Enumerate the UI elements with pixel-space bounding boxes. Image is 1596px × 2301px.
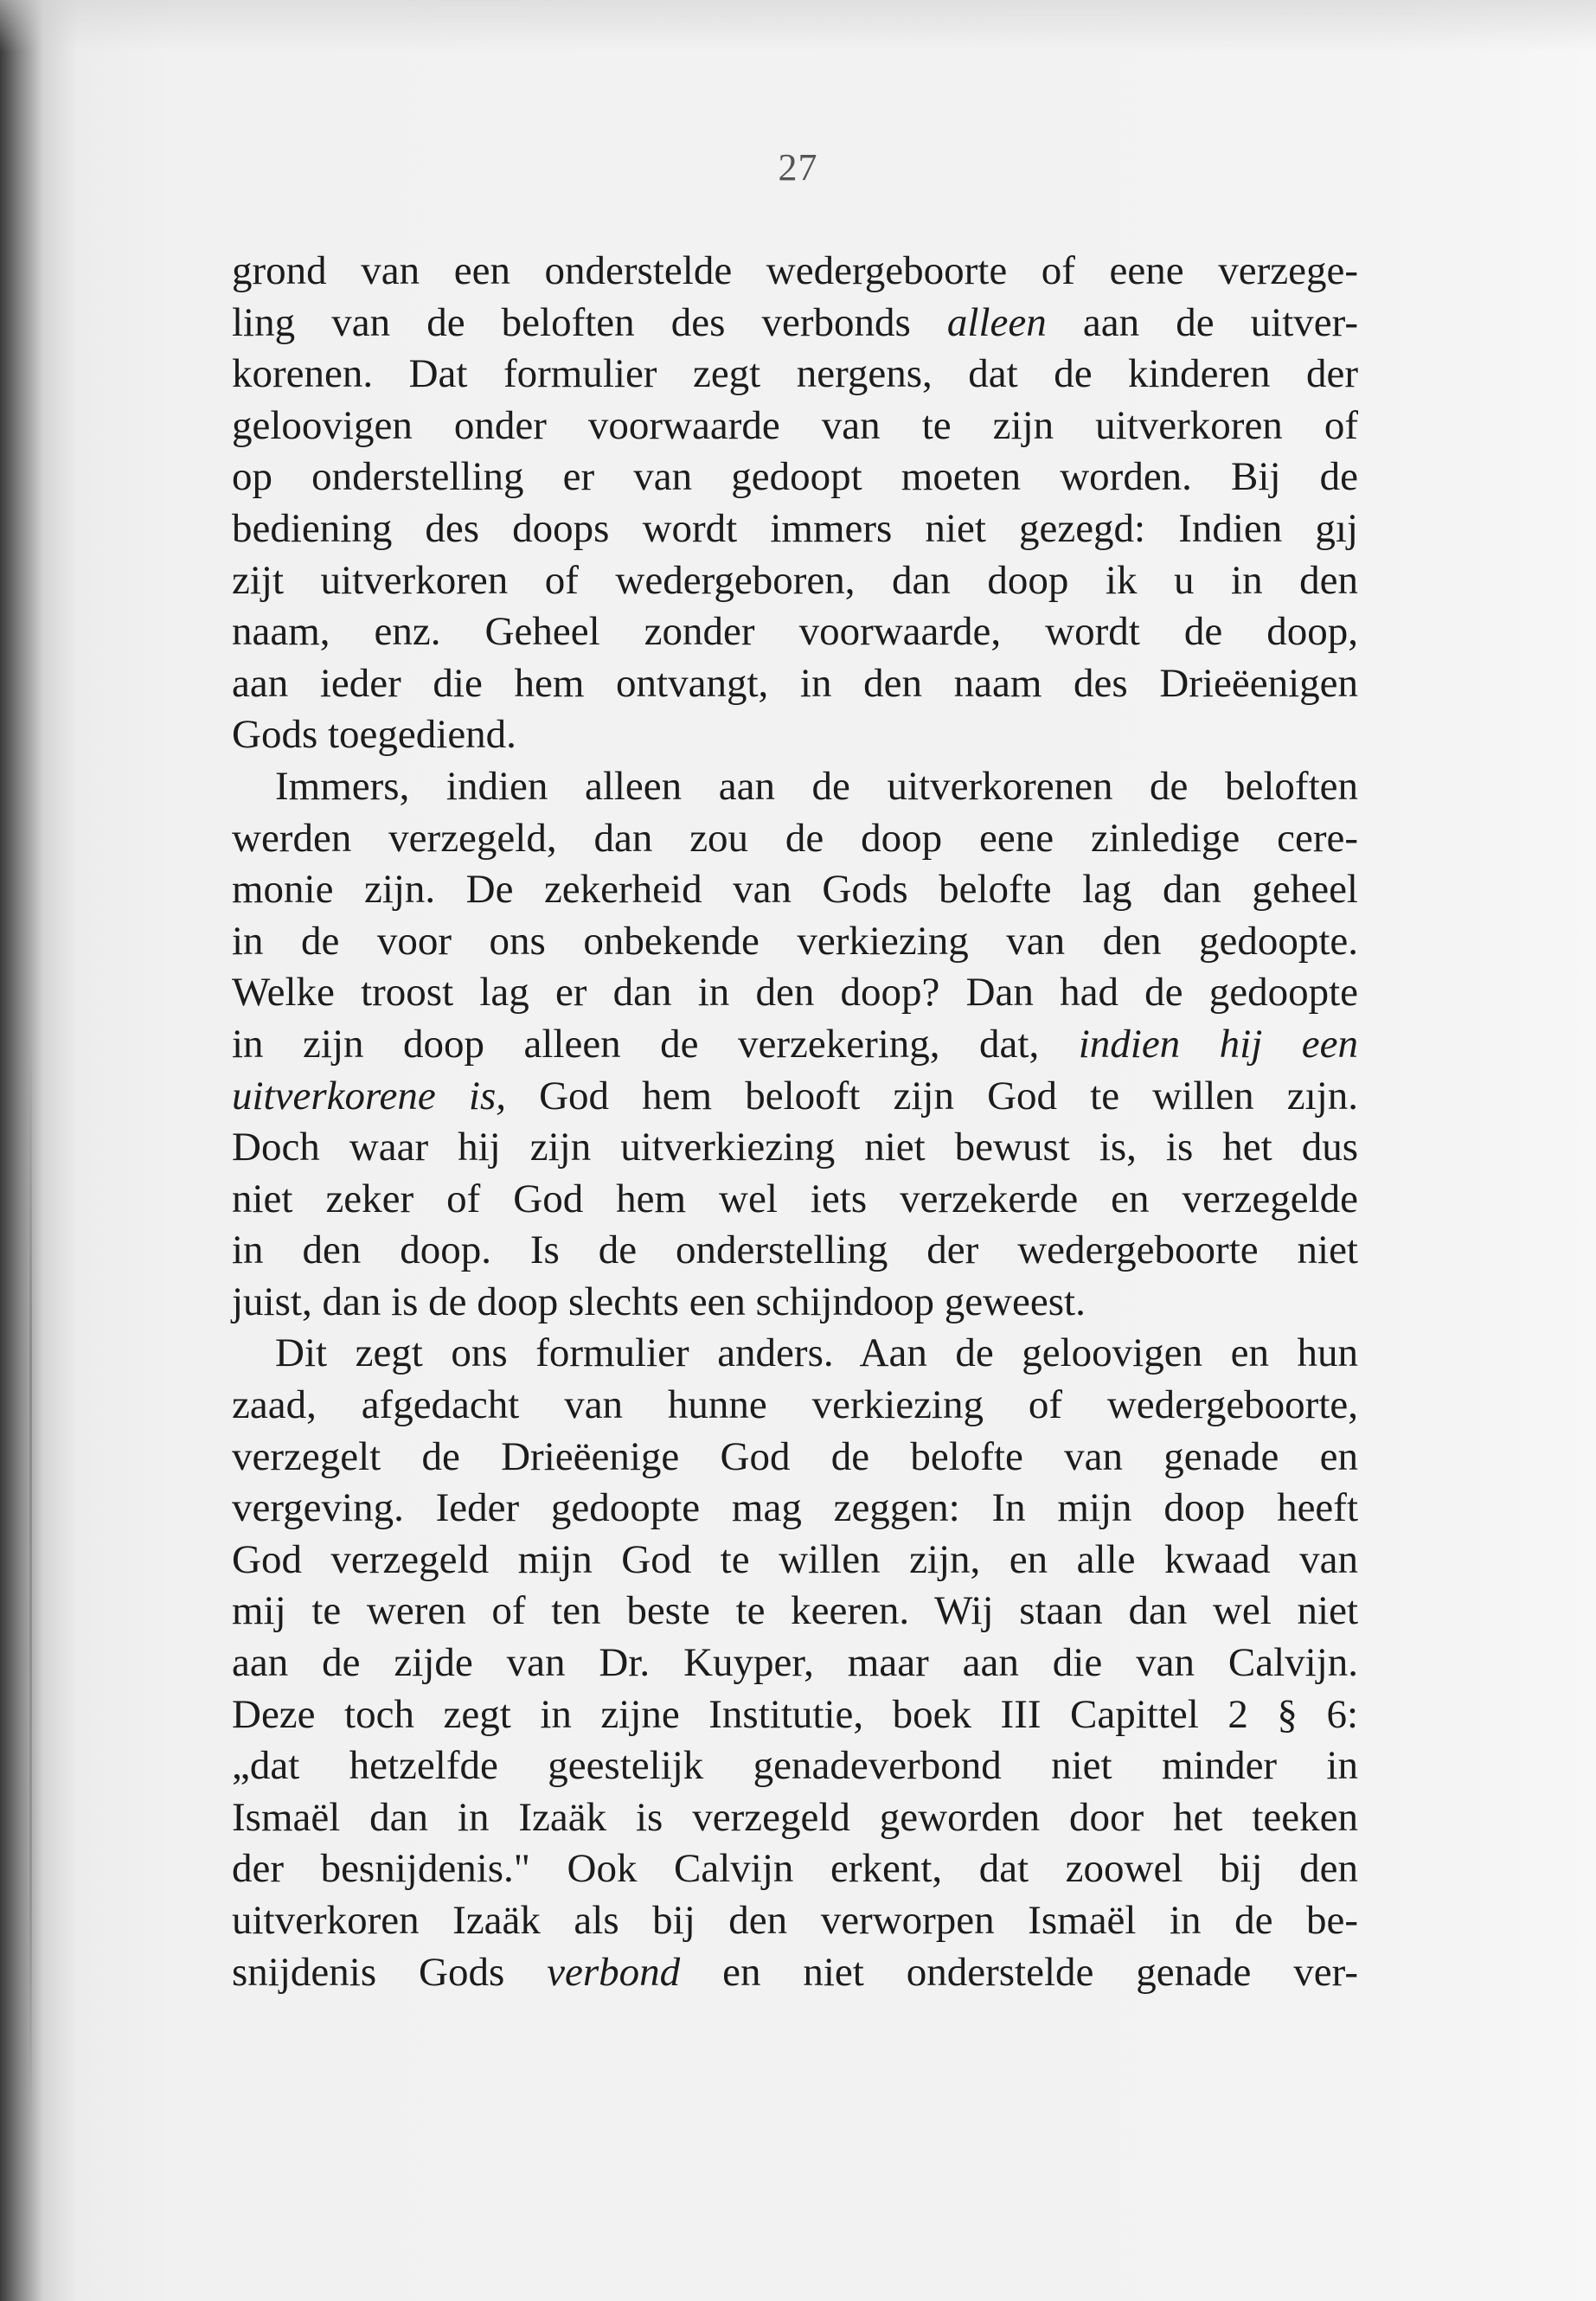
italic-text: verbond [547,1949,681,1995]
text-line [232,503,1358,555]
text-line [232,813,1358,865]
text-segment: Dit zegt ons formulier anders. Aan de geloovigen en hun [275,1330,1358,1376]
text-line [232,1638,1358,1689]
text-line [232,1792,1358,1844]
text-line [232,606,1358,658]
italic-text: indien hij een [1078,1021,1358,1067]
text-segment: God verzegeld mijn God te willen zijn, en alle kwaad van [232,1536,1358,1582]
text-line [232,916,1358,968]
text-line [232,1225,1358,1277]
text-segment: bediening des doops wordt immers niet gezegd: Indien gıj [232,505,1358,551]
text-line [232,1174,1358,1226]
text-segment: aan de uitver- [1046,299,1359,345]
text-segment: vergeving. Ieder gedoopte mag zeggen: In mijn doop heeft [232,1485,1358,1531]
text-segment: naam, enz. Geheel zonder voorwaarde, wordt de doop, [232,609,1358,655]
text-line [232,1432,1358,1484]
text-segment: Welke troost lag er dan in den doop? Dan had de gedoopte [232,970,1358,1016]
text-segment: mij te weren of ten beste te keeren. Wij staan dan wel niet [232,1588,1358,1634]
text-line [232,555,1358,607]
page-edge-mark [29,1038,32,2119]
text-line [232,1483,1358,1535]
text-segment: aan ieder die hem ontvangt, in den naam des Drieëenigen [232,660,1358,706]
text-line [232,709,1358,761]
text-segment: op onderstelling er van gedoopt moeten worden. Bij de [232,454,1358,500]
text-segment: Gods toegediend. [232,712,516,758]
text-line [232,1535,1358,1586]
text-segment: in den doop. Is de onderstelling der wedergeboorte niet [232,1227,1358,1273]
text-line [232,1122,1358,1174]
text-segment: geloovigen onder voorwaarde van te zijn uitverkoren of [232,402,1358,448]
text-line [232,1019,1358,1071]
text-line [232,298,1358,349]
text-segment: korenen. Dat formulier zegt nergens, dat de kinderen der [232,351,1358,397]
text-segment: in zijn doop alleen de verzekering, dat, [232,1021,1079,1067]
text-line [232,1277,1358,1329]
text-segment: zijt uitverkoren of wedergeboren, dan doop ik u in den [232,557,1358,603]
text-segment: ling van de beloften des verbonds [232,299,947,345]
text-line [232,452,1358,503]
text-segment: aan de zijde van Dr. Kuyper, maar aan die van Calvijn. [232,1640,1358,1686]
text-segment: en niet onderstelde genade ver- [680,1949,1358,1995]
text-segment: grond van een onderstelde wedergeboorte of eene verzege- [232,248,1358,293]
text-line [232,761,1358,813]
text-line [232,1947,1358,1999]
text-line [232,1328,1358,1380]
text-segment: God hem belooft zijn God te willen zıjn. [505,1073,1359,1118]
text-line [232,1895,1358,1947]
text-line [232,1071,1358,1123]
text-segment: juist, dan is de doop slechts een schijndoop geweest. [232,1279,1086,1324]
text-segment: niet zeker of God hem wel iets verzekerde en verzegelde [232,1176,1358,1221]
text-segment: werden verzegeld, dan zou de doop eene zinledige cere- [232,815,1358,861]
text-segment: Immers, indien alleen aan de uitverkorenen de beloften [275,763,1358,809]
text-line [232,349,1358,401]
text-segment: uitverkoren Izaäk als bij den verworpen Ismaël in de be- [232,1898,1358,1943]
text-segment: der besnijdenis." Ook Calvijn erkent, dat zoowel bij den [232,1846,1358,1892]
text-line [232,1740,1358,1792]
text-segment: in de voor ons onbekende verkiezing van den gedoopte. [232,918,1358,964]
text-segment: Deze toch zegt in zijne Institutie, boek III Capittel 2 § 6: [232,1691,1358,1737]
italic-text: alleen [946,299,1047,345]
italic-text: uitverkorene is, [232,1073,506,1118]
text-line [232,1380,1358,1432]
text-segment: Ismaël dan in Izaäk is verzegeld geworden door het teeken [232,1794,1358,1840]
text-line [232,401,1358,452]
text-line [232,658,1358,710]
text-segment: zaad, afgedacht van hunne verkiezing of wedergeboorte, [232,1382,1358,1428]
text-line [232,1689,1358,1741]
text-segment: Doch waar hij zijn uitverkiezing niet bewust is, is het dus [232,1125,1358,1170]
text-line [232,864,1358,916]
text-line [232,1843,1358,1895]
page-number: 27 [778,146,818,189]
text-segment: snijdenis Gods [232,1949,548,1995]
page-shadow [0,0,1596,52]
text-segment: verzegelt de Drieëenige God de belofte van genade en [232,1433,1358,1479]
text-line [232,246,1358,298]
text-segment: „dat hetzelfde geestelijk genadeverbond niet minder in [232,1743,1358,1789]
body-text [232,246,1358,1998]
text-segment: monie zijn. De zekerheid van Gods belofte lag dan geheel [232,867,1358,913]
text-line [232,1586,1358,1638]
text-line [232,967,1358,1019]
